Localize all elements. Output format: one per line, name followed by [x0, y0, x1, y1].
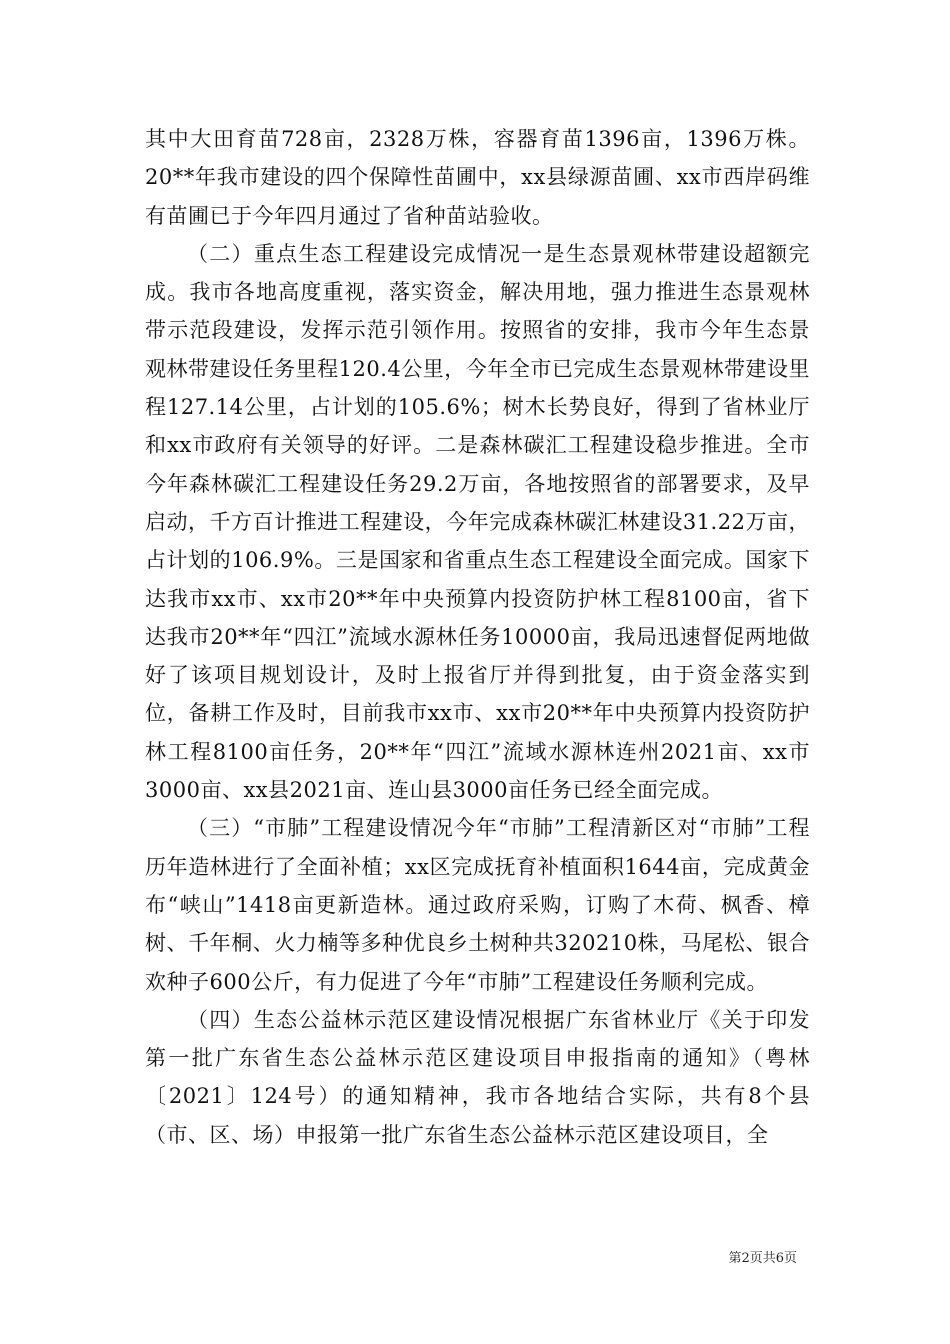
- page-number: 第2页共6页: [728, 1251, 797, 1266]
- paragraph-section-4: （四）生态公益林示范区建设情况根据广东省林业厅《关于印发第一批广东省生态公益林示范区建设项目申报指南的通知》（粤林〔2021〕124号）的通知精神，我市各地结合实际，共有8个县（市、区、场）申报第一批广东省生态公益林示范区建设项目，全: [145, 1007, 810, 1147]
- paragraph-continuation: 其中大田育苗728亩，2328万株，容器育苗1396亩，1396万株。20**年我市建设的四个保障性苗圃中，xx县绿源苗圃、xx市西岸码维有苗圃已于今年四月通过了省种苗站验收。: [145, 127, 810, 228]
- paragraph-section-2: （二）重点生态工程建设完成情况一是生态景观林带建设超额完成。我市各地高度重视，落实资金，解决用地，强力推进生态景观林带示范段建设，发挥示范引领作用。按照省的安排，我市今年生态景观林带建设任务里程120.4公里，今年全市已完成生态景观林带建设里程127.14公里，占计划的105.6%；树木长势良好，得到了省林业厅和xx市政府有关领导的好评。二是森林碳汇工程建设稳步推进。全市今年森林碳汇工程建设任务29.2万亩，各地按照省的部署要求，及早启动，千方百计推进工程建设，今年完成森林碳汇林建设31.22万亩，占计划的106.9%。三是国家和省重点生态工程建设全面完成。国家下达我市xx市、xx市20**年中央预算内投资防护林工程8100亩，省下达我市20**年“四江”流域水源林任务10000亩，我局迅速督促两地做好了该项目规划设计，及时上报省厅并得到批复，由于资金落实到位，备耕工作及时，目前我市xx市、xx市20**年中央预算内投资防护林工程8100亩任务，20**年“四江”流域水源林连州2021亩、xx市3000亩、xx县2021亩、连山县3000亩任务已经全面完成。: [145, 241, 810, 803]
- document-body: [145, 120, 810, 1154]
- paragraph-section-3: （三）“市肺”工程建设情况今年“市肺”工程清新区对“市肺”工程历年造林进行了全面补植；xx区完成抚育补植面积1644亩，完成黄金布“峡山”1418亩更新造林。通过政府采购，订购了木荷、枫香、樟树、千年桐、火力楠等多种优良乡土树种共320210株，马尾松、银合欢种子600公斤，有力促进了今年“市肺”工程建设任务顺利完成。: [145, 816, 810, 994]
